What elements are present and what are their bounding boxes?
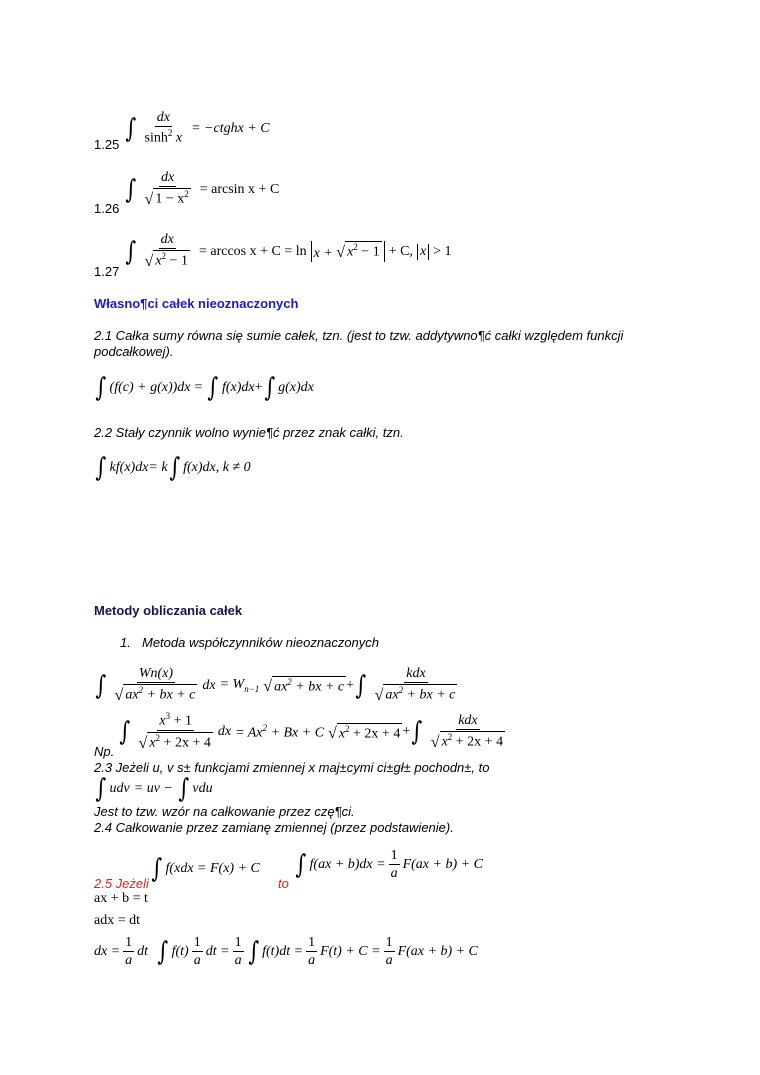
formula-2-1: ∫ (f(c) + g(x))dx = ∫ f(x)dx + ∫ g(x)dx bbox=[95, 373, 314, 403]
paragraph-2-3b: Jest to tzw. wzór na całkowanie przez czę¶ci. bbox=[94, 804, 355, 819]
formula-method-general: ∫ Wn(x) √ $ax^2$ + bx + c dx = $W_{n-1}$ √ $ax^2$ + bx + c + ∫ kdx √ $ax^2$ + bx + c bbox=[95, 666, 456, 705]
formula-label-1-25: 1.25 bbox=[94, 137, 120, 152]
formula-2-3: ∫ udv = uv − ∫ vdu bbox=[95, 774, 213, 804]
paragraph-2-4: 2.4 Całkowanie przez zamianę zmiennej (przez podstawienie). bbox=[94, 820, 454, 835]
list-item-number: 1. bbox=[120, 635, 131, 650]
formula-label-1-26: 1.26 bbox=[94, 201, 120, 216]
formula-label-1-27: 1.27 bbox=[94, 264, 120, 279]
paragraph-2-2: 2.2 Stały czynnik wolno wynie¶ć przez znak całki, tzn. bbox=[94, 425, 404, 440]
formula-method-example: ∫ $x^3 + 1$ √ $x^2 + 2x + 4$ dx = $Ax^2 + Bx + C$ √ $x^2 + 2x + 4$ + ∫ kdx √ $x^2 + 2x + 4$ bbox=[119, 711, 504, 752]
formula-2-5a: ∫ f(xdx = F(x) + C bbox=[151, 854, 260, 884]
substitution-1: ax + b = t bbox=[94, 891, 148, 906]
section-title-properties: Własno¶ci całek nieoznaczonych bbox=[94, 296, 299, 311]
formula-2-5b: ∫ f(ax + b)dx = $\frac{1}{a}$ F(ax + b) + C bbox=[295, 848, 483, 882]
paragraph-2-3: 2.3 Jeżeli u, v s± funkcjami zmiennej x maj±cymi ci±gł± pochodn±, to bbox=[94, 760, 490, 775]
paragraph-2-5: 2.5 Jeżeli bbox=[94, 876, 149, 891]
paragraph-2-1-line1: 2.1 Całka sumy równa się sumie całek, tzn. (jest to tzw. addytywno¶ć całki względem funkcji bbox=[94, 328, 624, 343]
formula-1-27: ∫ dx √ $x^2 - 1$ = arccos x + C = ln x + √ $x^2 - 1$ + C, x > 1 bbox=[125, 232, 452, 271]
paragraph-2-5-to: to bbox=[278, 876, 289, 891]
example-label: Np. bbox=[94, 744, 115, 759]
formula-2-2: ∫ kf(x)dx = k ∫ f(x)dx, k ≠ 0 bbox=[95, 453, 251, 483]
paragraph-2-1-line2: podcałkowej). bbox=[94, 344, 174, 359]
formula-1-25: ∫ $\frac{dx}{\sinh^2 x}$ = −ctghx + C bbox=[125, 110, 270, 147]
substitution-2: adx = dt bbox=[94, 913, 140, 928]
formula-1-26: ∫ dx √ $1 - x^2$ = arcsin x + C bbox=[125, 170, 280, 209]
section-title-methods: Metody obliczania całek bbox=[94, 603, 243, 618]
list-item-method: Metoda współczynników nieoznaczonych bbox=[142, 635, 380, 650]
formula-2-5c: dx = $\frac{1}{a}$ dt ∫ f(t) 1 a dt = $\frac{1}{a}$ ∫ f(t)dt = $\frac{1}{a}$ F(t) + C = $\frac{1}{a}$ F(ax + b) + C bbox=[94, 935, 478, 969]
